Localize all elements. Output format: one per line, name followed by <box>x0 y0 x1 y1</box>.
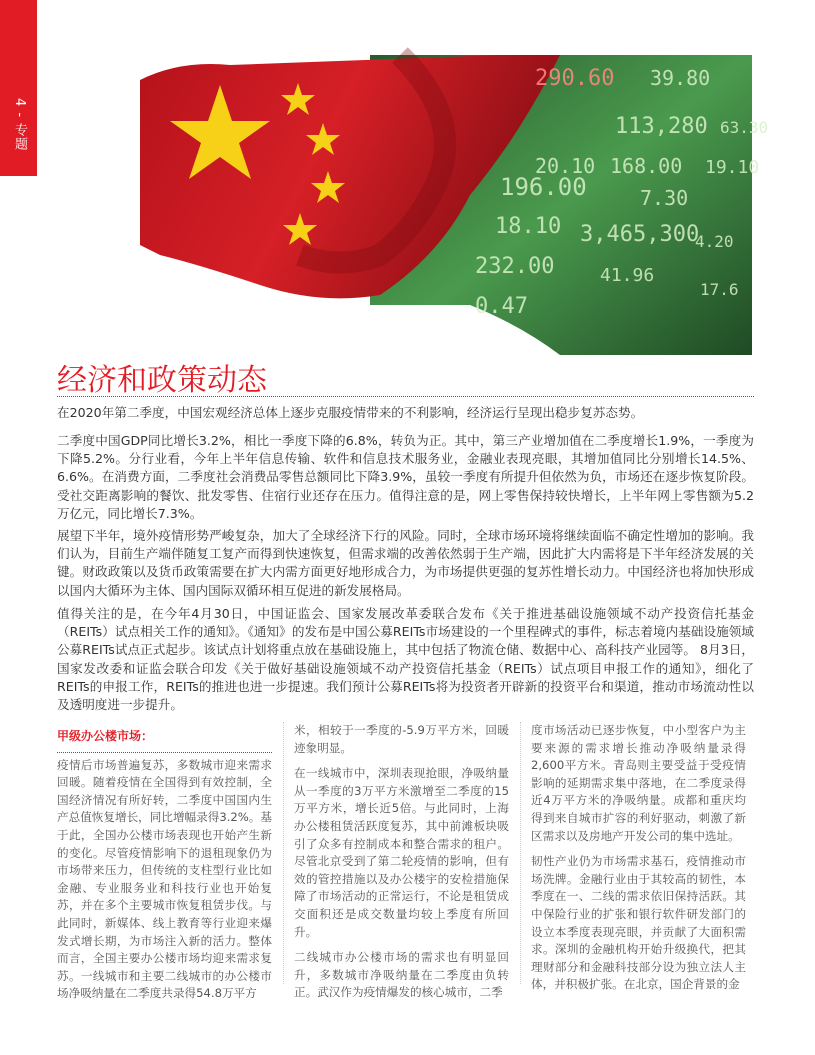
intro-paragraph-2: 二季度中国GDP同比增长3.2%，相比一季度下降的6.8%，转负为正。其中，第三产业增加值在二季度增长1.9%，一季度为下降5.2%。分行业看，今年上半年信息传输、软件和信息技术服务业，金融业表现亮眼，其增加值同比分别增长14.5%、6.6%。在消费方面，二季度社会消费品零售总额同比下降3.9%，虽较一季度有所提升但依然为负，市场还在逐步恢复阶段。受社交距离影响的餐饮、批发零售、住宿行业还存在压力。值得注意的是，网上零售保持较快增长，上半年网上零售额为5.2万亿元，同比增长7.3%。 <box>57 433 754 521</box>
stock-num-9: 18.10 <box>495 214 562 239</box>
page-title: 经济和政策动态 <box>57 363 267 398</box>
stock-num-5: 168.00 <box>610 154 683 178</box>
stock-num-8: 7.30 <box>640 186 689 210</box>
stock-num-14: 41.96 <box>600 265 655 286</box>
stock-num-6: 19.10 <box>705 157 760 178</box>
stock-num-7: 196.00 <box>500 173 587 201</box>
stock-num-11: 232.00 <box>475 254 555 279</box>
column-2-paragraph-3: 二线城市办公楼市场的需求也有明显回升，多数城市净吸纳量在二季度由负转正。武汉作为疫情爆发的核心城市，二季 <box>294 950 509 1000</box>
intro-paragraph-4: 值得关注的是，在今年4月30日，中国证监会、国家发展改革委联合发布《关于推进基础设施领域不动产投资信托基金（REITs）试点相关工作的通知》。《通知》的发布是中国公募REITs市场建设的一个里程碑式的事件，标志着境内基础设施领域公募REITs试点正式起步。该试点计划将重点放在基础设施上，其中包括了物流仓储、数据中心、高科技产业园等。 8月3日，国家发改委和证监会联合印发《关于做好基础设施领域不动产投资信托基金（REITs）试点项目申报工作的通知》，细化了REITs的申报工作，REITs的推进也进一步提速。我们预计公募REITs将为投资者开辟新的投资平台和渠道，推动市场流动性以及透明度进一步提升。 <box>57 606 754 713</box>
stock-num-12: 0.47 <box>475 294 528 319</box>
column-1-paragraph-1: 疫情后市场普遍复苏，多数城市迎来需求回暖。随着疫情在全国得到有效控制，全国经济情况有所好转，二季度中国国内生产总值恢复增长，同比增幅录得3.2%。基于此，全国办公楼市场表现也开始产生新的变化。尽管疫情影响下的退租现象仍为市场带来压力，但传统的支柱型行业比如金融、专业服务业和科技行业也开始复苏，并在多个主要城市恢复租赁步伐。与此同时，新媒体、线上教育等行业迎来爆发式增长期，为市场注入新的活力。整体而言，全国主要办公楼市场均迎来需求复苏。一线城市和主要二线城市的办公楼市场净吸纳量在二季度共录得54.8万平方 <box>57 757 272 1001</box>
intro-paragraph-3: 展望下半年，境外疫情形势严峻复杂，加大了全球经济下行的风险。同时，全球市场环境将继续面临不确定性增加的影响。我们认为，目前生产端伴随复工复产而得到快速恢复，但需求端的改善依然弱于生产端，因此扩大内需将是下半年经济发展的关键。财政政策以及货币政策需要在扩大内需方面更好地形成合力，为市场提供更强的复苏性增长动力。中国经济也将加快形成以国内大循环为主体、国内国际双循环相互促进的新发展格局。 <box>57 528 754 598</box>
stock-num-2: 113,280 <box>615 114 708 139</box>
column-2-paragraph-2: 在一线城市中，深圳表现抢眼，净吸纳量从一季度的3万平方米激增至二季度的15万平方米，增长近5倍。与此同时，上海办公楼租赁活跃度复苏，其中前滩板块吸引了众多有控制成本和整合需求的租户。尽管北京受到了第二轮疫情的影响，但有效的管控措施以及办公楼宇的安检措施保障了市场活动的正常运行，不论是租赁成交面积还是成交数量均较上季度有所回升。 <box>294 766 509 939</box>
section-tab-label: 4 - 专题 <box>12 98 27 152</box>
column-3 <box>531 722 746 992</box>
column-divider-1 <box>283 722 284 984</box>
section-tab <box>0 0 37 176</box>
hero-illustration <box>140 55 769 355</box>
intro-paragraph-1: 在2020年第二季度，中国宏观经济总体上逐步克服疫情带来的不利影响，经济运行呈现出稳步复苏态势。 <box>57 405 644 420</box>
stock-num-15: 17.6 <box>700 280 739 299</box>
stock-num-1: 39.80 <box>650 66 711 90</box>
stock-num-13: 4.20 <box>695 232 734 251</box>
stock-num-4: 20.10 <box>535 154 596 178</box>
column-3-paragraph-2: 韧性产业仍为市场需求基石，疫情推动市场洗牌。金融行业由于其较高的韧性，本季度在一、二线的需求依旧保持活跃。其中保险行业的扩张和银行软件研发部门的设立本季度表现亮眼，并贡献了大面积需求。深圳的金融机构开始升级换代，把其理财部分和金融科技部分设为独立法人主体，并积极扩张。在北京，国企背景的金 <box>531 854 746 992</box>
column-2-paragraph-1: 米，相较于一季度的-5.9万平方米，回暖迹象明显。 <box>294 723 509 755</box>
column-3-paragraph-1: 度市场活动已逐步恢复，中小型客户为主要来源的需求增长推动净吸纳量录得2,600平方米。青岛则主要受益于受疫情影响的延期需求集中落地，在二季度录得近4万平方米的净吸纳量。成都和重庆均得到来自城市扩容的利好驱动，刺激了新区需求以及房地产开发公司的集中选址。 <box>531 723 746 843</box>
column-2 <box>294 722 509 1000</box>
heading-divider <box>57 752 272 753</box>
office-market-heading: 甲级办公楼市场： <box>57 729 154 743</box>
stock-num-10: 3,465,300 <box>580 222 700 247</box>
stock-num-3: 63.30 <box>720 118 769 137</box>
column-1 <box>57 722 272 1001</box>
china-flag-stock-market-image <box>140 55 769 355</box>
stock-num-0: 290.60 <box>535 66 615 91</box>
title-divider <box>57 396 754 397</box>
column-divider-2 <box>520 722 521 984</box>
